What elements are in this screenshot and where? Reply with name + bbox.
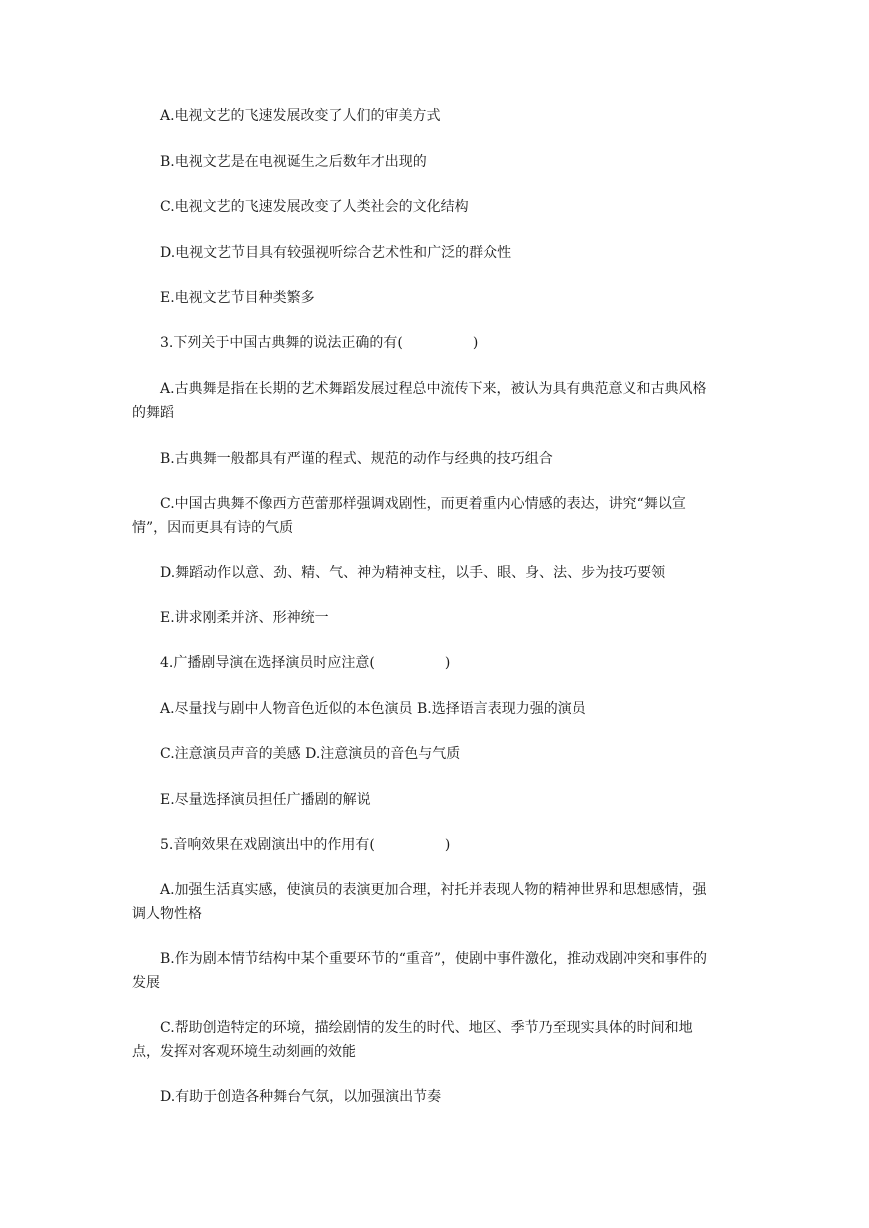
question-4-stem: 4.广播剧导演在选择演员时应注意( ): [160, 655, 451, 671]
q4-option-cd: C.注意演员声音的美感 D.注意演员的音色与气质: [160, 746, 461, 762]
q3-option-b: B.古典舞一般都具有严谨的程式、规范的动作与经典的技巧组合: [160, 451, 553, 467]
q3-option-a: A.古典舞是指在长期的艺术舞蹈发展过程总中流传下来，被认为具有典范意义和古典风格的舞蹈: [132, 381, 707, 421]
q4-option-ab: A.尽量找与剧中人物音色近似的本色演员 B.选择语言表现力强的演员: [160, 701, 586, 717]
q5-option-c: C.帮助创造特定的环境，描绘剧情的发生的时代、地区、季节乃至现实具体的时间和地点，发挥对客观环境生动刻画的效能: [132, 1020, 693, 1060]
q5-option-b: B.作为剧本情节结构中某个重要环节的“重音”，使剧中事件激化，推动戏剧冲突和事件的发展: [132, 951, 708, 991]
option-d-line: D.电视文艺节目具有较强视听综合艺术性和广泛的群众性: [160, 245, 512, 261]
q5-option-a: A.加强生活真实感，使演员的表演更加合理，衬托并表现人物的精神世界和思想感情，强调人物性格: [132, 882, 707, 922]
question-3-stem: 3.下列关于中国古典舞的说法正确的有( ): [160, 335, 479, 351]
q3-option-d: D.舞蹈动作以意、劲、精、气、神为精神支柱，以手、眼、身、法、步为技巧要领: [160, 565, 666, 581]
q3-option-e: E.讲求刚柔并济、形神统一: [160, 610, 329, 626]
question-5-stem: 5.音响效果在戏剧演出中的作用有( ): [160, 837, 451, 853]
q4-option-e: E.尽量选择演员担任广播剧的解说: [160, 792, 371, 808]
option-e-line: E.电视文艺节目种类繁多: [160, 290, 315, 306]
option-a-line: A.电视文艺的飞速发展改变了人们的审美方式: [160, 108, 441, 124]
option-b-line: B.电视文艺是在电视诞生之后数年才出现的: [160, 154, 427, 170]
option-c-line: C.电视文艺的飞速发展改变了人类社会的文化结构: [160, 199, 469, 215]
q3-option-c: C.中国古典舞不像西方芭蕾那样强调戏剧性，而更着重内心情感的表达，讲究“舞以宣情”，因而更具有诗的气质: [132, 496, 686, 536]
q5-option-d: D.有助于创造各种舞台气氛，以加强演出节奏: [160, 1089, 442, 1105]
